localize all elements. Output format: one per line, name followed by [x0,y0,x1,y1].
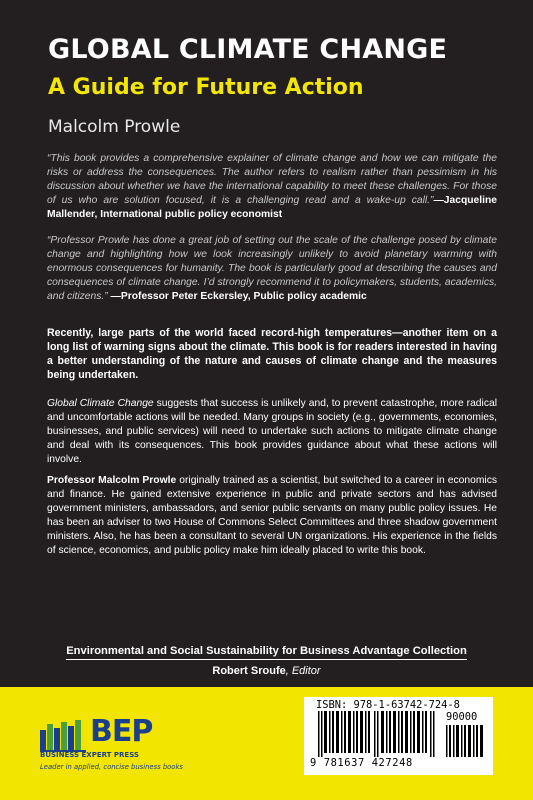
bio-text: originally trained as a scientist, but switched to a career in economics and finance. He gained extensive experience in public and private sectors and has advised government ministers, ambassadors, and senior public servants on many public policy issues. He has been an adviser to two House of Commons Select Committees and three shadow government ministers. Also, he has been a consultant to several UN organizations. His experience in the fields of science, economics, and public policy make him ideally placed to write this book. [47,475,497,557]
price-code: 90000 [446,711,478,723]
book-subtitle: A Guide for Future Action [48,75,364,100]
bookshelf-icon [40,720,88,752]
description-text: suggests that success is unlikely and, to prevent catastrophe, more radical and uncomfortable actions will be needed. Many groups in society (e.g., governments, economies, businesses, and public services) will need to undertake such actions to mitigate climate change and deal with its consequences. This book provides guidance about what these actions will involve. [47,398,497,466]
barcode-bars [318,711,438,757]
collection-title: Environmental and Social Sustainability for Business Advantage Collection [66,645,467,660]
quote-attribution: —Jacqueline Mallender, International public policy economist [47,195,497,221]
quote-attribution: —Professor Peter Eckersley, Public policy academic [110,291,367,303]
endorsement-quote-1 [47,152,497,222]
lead-paragraph: Recently, large parts of the world faced record-high temperatures—another item on a long list of warning signs about the climate. This book is for readers interested in having a better understanding of the nature and causes of climate change and the measures being undertaken. [47,327,497,382]
publisher-name: BUSINESS EXPERT PRESS [40,751,139,759]
editor-name: Robert Sroufe [212,665,286,677]
bio-author-name: Professor Malcolm Prowle [47,475,177,486]
publisher-logo [40,714,210,780]
isbn-barcode [304,697,493,775]
barcode-digits: 9 781637 427248 [310,757,413,769]
endorsement-quote-2 [47,234,497,304]
isbn-number: ISBN: 978-1-63742-724-8 [316,699,460,711]
quote-text: “Professor Prowle has done a great job of setting out the scale of the challenge posed by climate change and highlighting how we look increasingly unlikely to avoid planetary warming with enormous consequences for humanity. The book is particularly good at describing the causes and consequences of climate change. I’d strongly recommend it to policymakers, students, academics, and citizens.” [47,235,497,303]
book-author: Malcolm Prowle [48,117,181,137]
collection-name [0,645,533,657]
description-paragraph [47,397,497,467]
logo-wordmark: BEP [90,714,153,749]
publisher-tagline: Leader in applied, concise business books [40,763,183,771]
quote-text: “This book provides a comprehensive explainer of climate change and how we can mitigate the risks or address the consequences. The author refers to realism rather than pessimism in his discussion about whether we have the international capability to meet these challenges. For those of us who are solution focused, it is a challenging read and a wake-up call.” [47,153,497,207]
collection-editor [0,665,533,677]
editor-role: , Editor [285,665,321,677]
addon-barcode-bars [446,725,486,757]
author-bio [47,474,497,559]
book-title-reference: Global Climate Change [47,398,154,409]
book-title: GLOBAL CLIMATE CHANGE [48,34,448,65]
